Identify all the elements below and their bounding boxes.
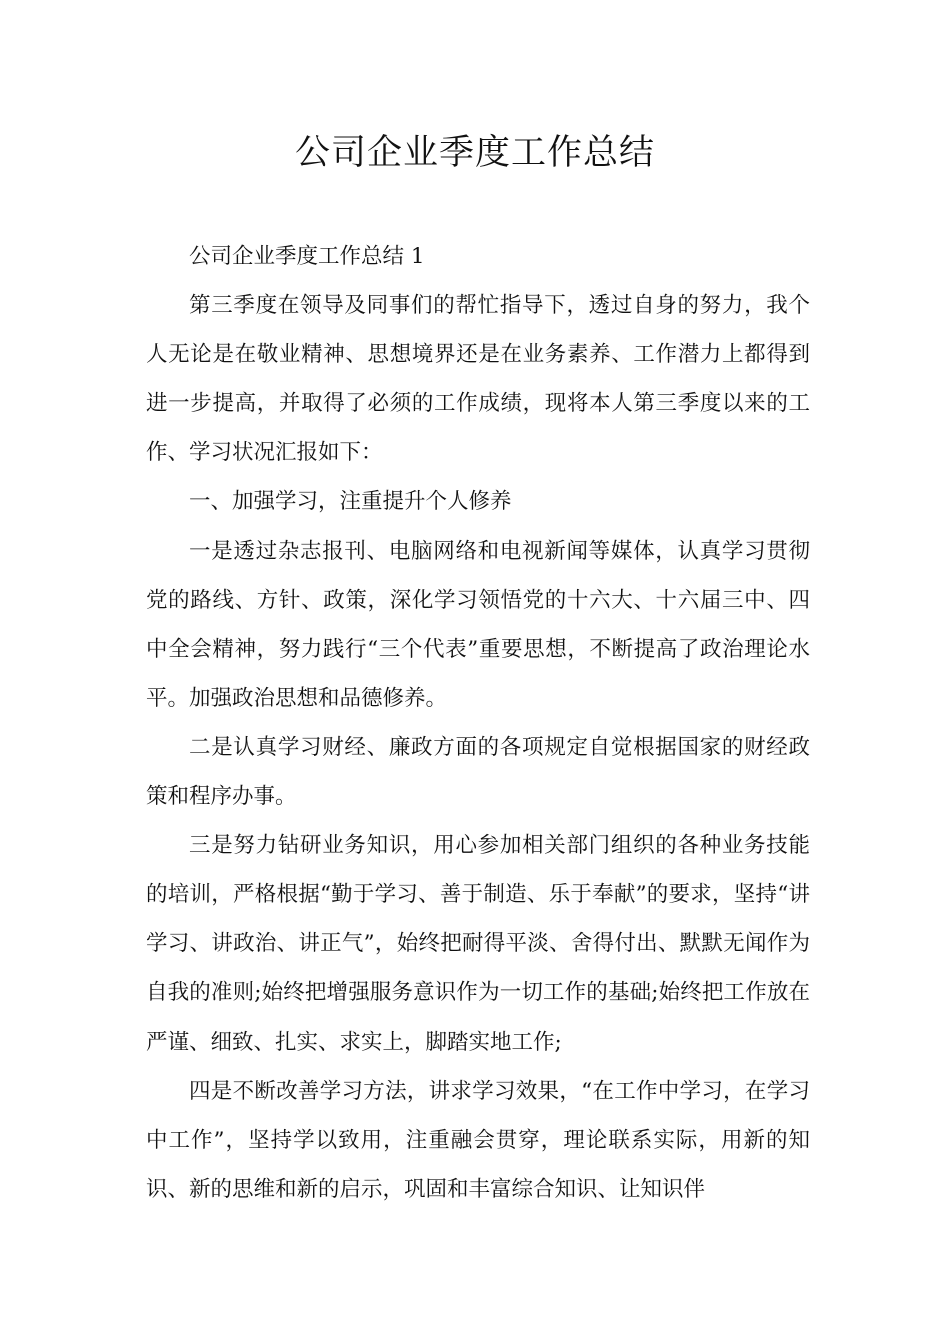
document-body bbox=[146, 232, 810, 1214]
paragraph: 一、加强学习，注重提升个人修养 bbox=[189, 489, 512, 515]
paragraph: 四是不断改善学习方法，讲求学习效果，“在工作中学习，在学习中工作”，坚持学以致用，注重融会贯穿，理论联系实际，用新的知识、新的思维和新的启示，巩固和丰富综合知识、让知识伴 bbox=[146, 1078, 810, 1202]
section-heading: 公司企业季度工作总结 1 bbox=[189, 244, 425, 269]
document-title: 公司企业季度工作总结 bbox=[294, 133, 655, 173]
paragraph: 三是努力钻研业务知识，用心参加相关部门组织的各种业务技能的培训，严格根据“勤于学习、善于制造、乐于奉献”的要求，坚持“讲学习、讲政治、讲正气”，始终把耐得平淡、舍得付出、默默无闻作为自我的准则;始终把增强服务意识作为一切工作的基础;始终把工作放在严谨、细致、扎实、求实上，脚踏实地工作; bbox=[146, 833, 810, 1055]
paragraph: 第三季度在领导及同事们的帮忙指导下，透过自身的努力，我个人无论是在敬业精神、思想境界还是在业务素养、工作潜力上都得到进一步提高，并取得了必须的工作成绩，现将本人第三季度以来的工作、学习状况汇报如下： bbox=[146, 293, 810, 466]
paragraph: 一是透过杂志报刊、电脑网络和电视新闻等媒体，认真学习贯彻党的路线、方针、政策，深化学习领悟党的十六大、十六届三中、四中全会精神，努力践行“三个代表”重要思想，不断提高了政治理论水平。加强政治思想和品德修养。 bbox=[146, 538, 810, 711]
paragraph: 二是认真学习财经、廉政方面的各项规定自觉根据国家的财经政策和程序办事。 bbox=[146, 734, 810, 810]
